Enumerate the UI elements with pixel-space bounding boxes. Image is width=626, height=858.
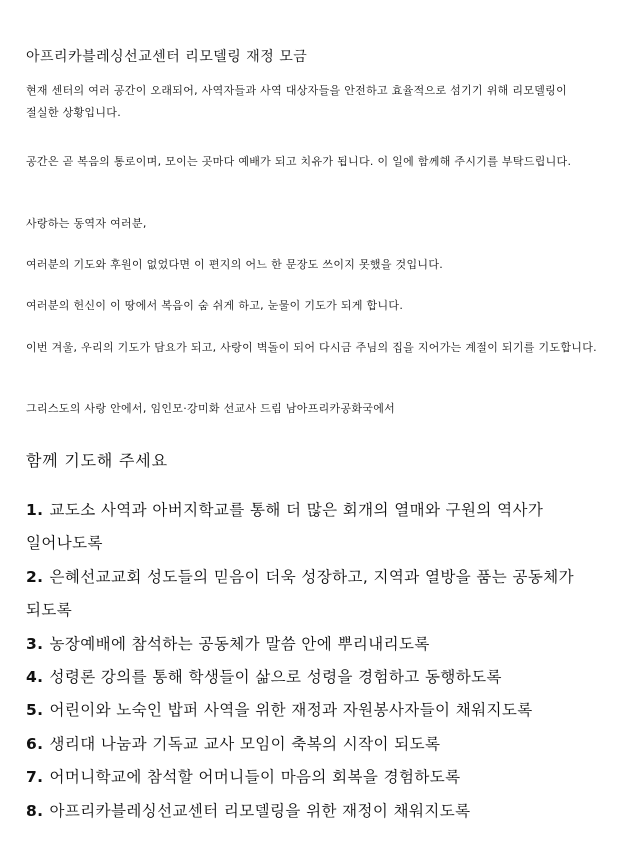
prayer-item-text: 성령론 강의를 통해 학생들이 삶으로 성령을 경험하고 동행하도록 [49,668,502,687]
paragraph-winter-prayer: 이번 겨울, 우리의 기도가 담요가 되고, 사랑이 벽돌이 되어 다시금 주님의 집을 지어가는 계절이 되기를 기도합니다. [26,341,597,354]
prayer-item-number: 4. [26,668,44,687]
prayer-list [26,494,602,828]
prayer-item-number: 3. [26,634,44,653]
paragraph-signature: 그리스도의 사랑 안에서, 임인모·강미화 선교사 드림 남아프리카공화국에서 [26,402,396,415]
prayer-item-text: 어린이와 노숙인 밥퍼 사역을 위한 재정과 자원봉사자들이 채워지도록 [49,701,533,720]
prayer-item-text: 은혜선교교회 성도들의 믿음이 더욱 성장하고, 지역과 열방을 품는 공동체가 되도록 [26,567,574,620]
prayer-item-text: 어머니학교에 참석할 어머니들이 마음의 회복을 경험하도록 [49,768,461,787]
paragraph-gospel-space: 공간은 곧 복음의 통로이며, 모이는 곳마다 예배가 되고 치유가 됩니다. 이 일에 함께해 주시기를 부탁드립니다. [26,155,572,168]
prayer-item-text: 아프리카블레싱선교센터 리모델링을 위한 재정이 채워지도록 [49,801,471,820]
paragraph-greeting: 사랑하는 동역자 여러분, [26,217,147,230]
document-title: 아프리카블레싱선교센터 리모델링 재정 모금 [26,49,308,65]
prayer-item [26,761,602,794]
prayer-item-number: 6. [26,734,44,753]
prayer-item-text: 생리대 나눔과 기독교 교사 모임이 축복의 시작이 되도록 [49,734,441,753]
prayer-item-text: 농장예배에 참석하는 공동체가 말씀 안에 뿌리내리도록 [49,634,430,653]
prayer-item-number: 7. [26,768,44,787]
prayer-item [26,561,602,628]
paragraph-remodeling-need: 현재 센터의 여러 공간이 오래되어, 사역자들과 사역 대상자들을 안전하고 효율적으로 섬기기 위해 리모델링이 절실한 상황입니다. [26,84,568,119]
paragraph-dedication: 여러분의 헌신이 이 땅에서 복음이 숨 쉬게 하고, 눈물이 기도가 되게 합니다. [26,299,404,312]
prayer-item-number: 5. [26,701,44,720]
prayer-item [26,661,602,694]
paragraph-thanks-prayer: 여러분의 기도와 후원이 없었다면 이 편지의 어느 한 문장도 쓰이지 못했을 것입니다. [26,258,444,271]
prayer-item-number: 1. [26,501,44,519]
prayer-item [26,628,602,661]
prayer-item-number: 2. [26,567,44,586]
prayer-item [26,728,602,761]
prayer-item [26,494,602,561]
prayer-item [26,694,602,727]
prayer-item-number: 8. [26,801,44,820]
prayer-item [26,795,602,828]
prayer-item-text: 교도소 사역과 아버지학교를 통해 더 많은 회개의 열매와 구원의 역사가 일어나도록 [26,501,544,553]
prayer-section-title: 함께 기도해 주세요 [26,451,168,470]
